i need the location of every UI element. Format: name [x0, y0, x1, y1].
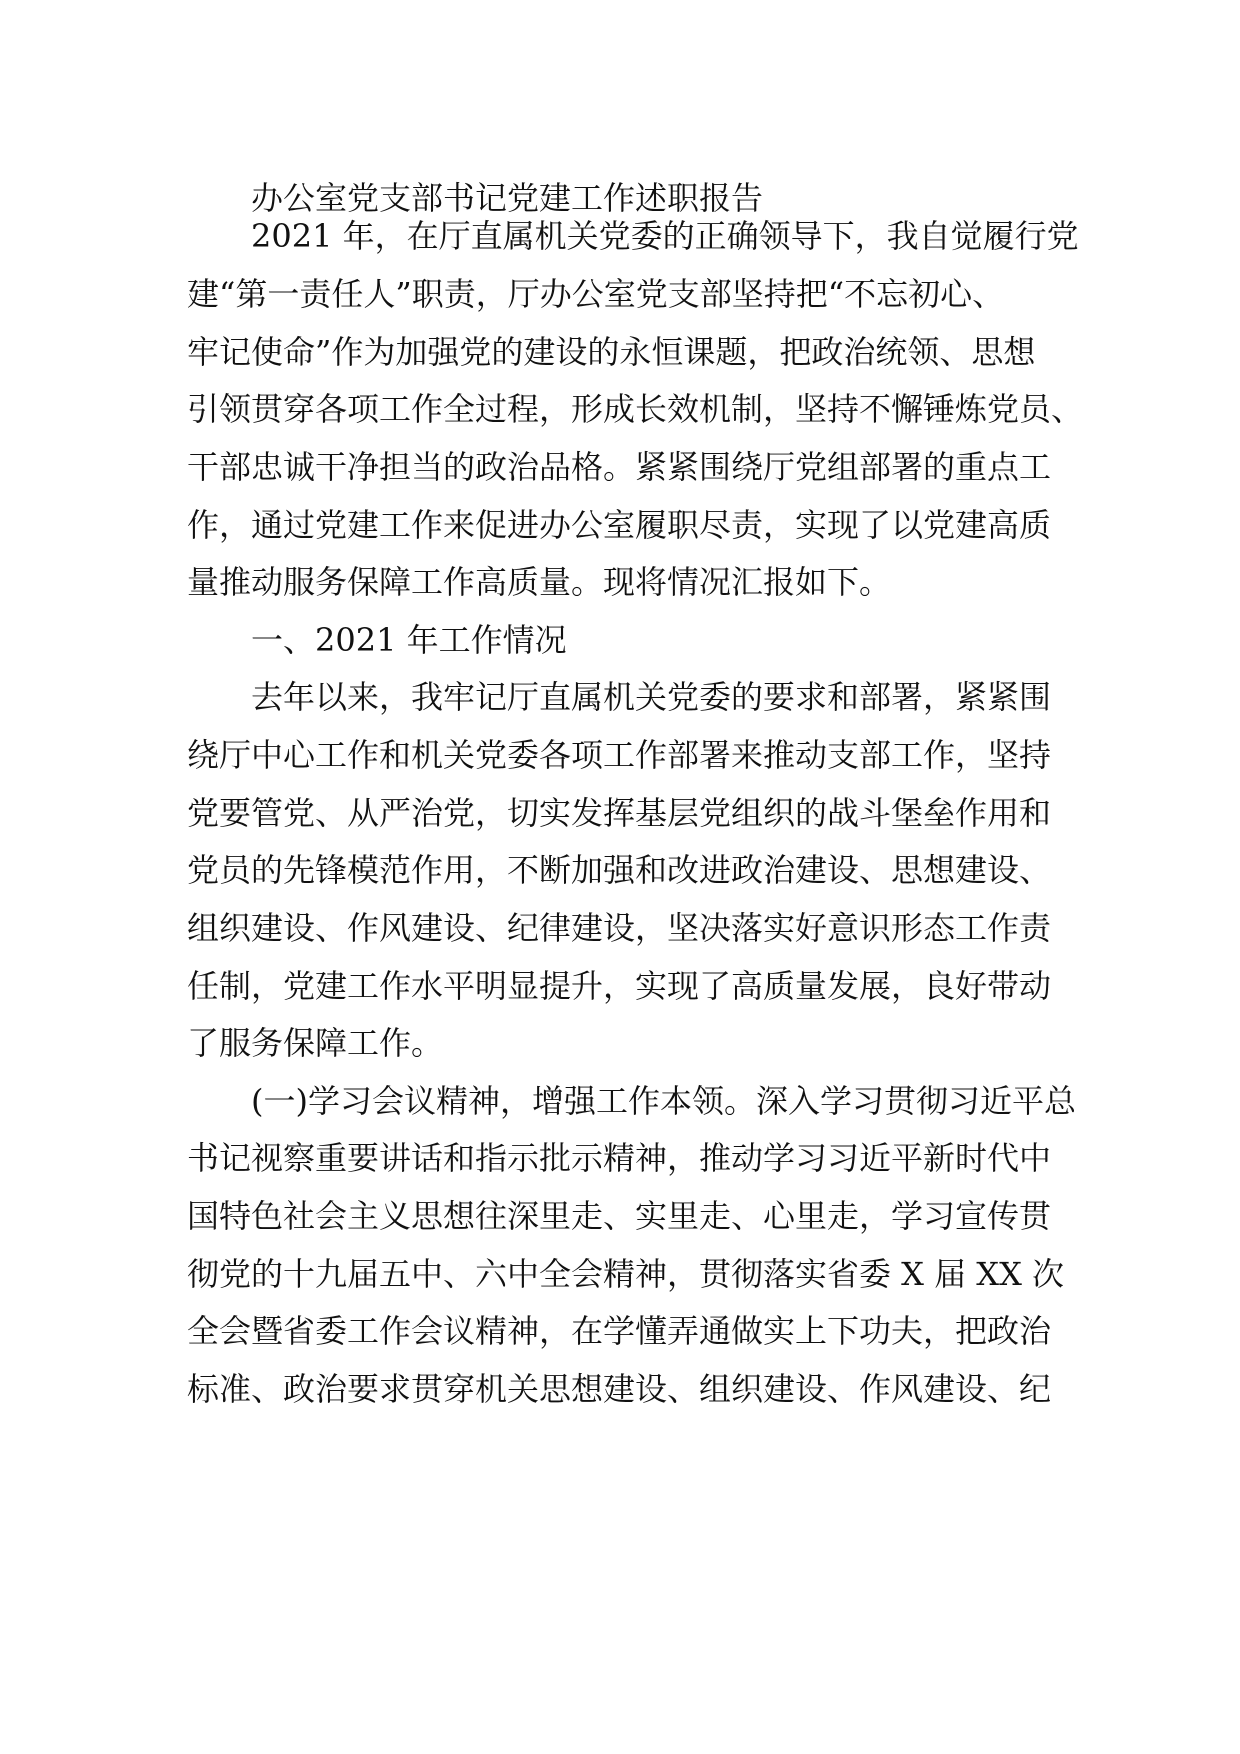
- paragraph-line: 建“第一责任人”职责，厅办公室党支部坚持把“不忘初心、: [187, 275, 1005, 313]
- paragraph-line: 绕厅中心工作和机关党委各项工作部署来推动支部工作，坚持: [187, 736, 1052, 774]
- paragraph-line: 国特色社会主义思想往深里走、实里走、心里走，学习宣传贯: [187, 1197, 1052, 1235]
- section-heading: 一、2021 年工作情况: [251, 621, 567, 659]
- paragraph-line: (一)学习会议精神，增强工作本领。深入学习贯彻习近平总: [251, 1082, 1076, 1120]
- paragraph-line: 作，通过党建工作来促进办公室履职尽责，实现了以党建高质: [187, 506, 1052, 544]
- paragraph-line: 标准、政治要求贯穿机关思想建设、组织建设、作风建设、纪: [187, 1370, 1052, 1408]
- paragraph-line: 书记视察重要讲话和指示批示精神，推动学习习近平新时代中: [187, 1139, 1052, 1177]
- paragraph-line: 引领贯穿各项工作全过程，形成长效机制，坚持不懈锤炼党员、: [187, 390, 1084, 428]
- paragraph-line: 2021 年，在厅直属机关党委的正确领导下，我自觉履行党: [251, 217, 1079, 255]
- paragraph-line: 党要管党、从严治党，切实发挥基层党组织的战斗堡垒作用和: [187, 794, 1052, 832]
- document-title: 办公室党支部书记党建工作述职报告: [251, 179, 764, 217]
- paragraph-line: 任制，党建工作水平明显提升，实现了高质量发展，良好带动: [187, 967, 1052, 1005]
- paragraph-line: 彻党的十九届五中、六中全会精神，贯彻落实省委 X 届 XX 次: [187, 1255, 1065, 1293]
- paragraph-line: 全会暨省委工作会议精神，在学懂弄通做实上下功夫，把政治: [187, 1312, 1052, 1350]
- paragraph-line: 组织建设、作风建设、纪律建设，坚决落实好意识形态工作责: [187, 909, 1052, 947]
- paragraph-line: 党员的先锋模范作用，不断加强和改进政治建设、思想建设、: [187, 851, 1052, 889]
- paragraph-line: 干部忠诚干净担当的政治品格。紧紧围绕厅党组部署的重点工: [187, 448, 1052, 486]
- paragraph-line: 牢记使命”作为加强党的建设的永恒课题，把政治统领、思想: [187, 333, 1036, 371]
- paragraph-line: 去年以来，我牢记厅直属机关党委的要求和部署，紧紧围: [251, 678, 1052, 716]
- paragraph-line: 量推动服务保障工作高质量。现将情况汇报如下。: [187, 563, 892, 601]
- paragraph-line: 了服务保障工作。: [187, 1024, 444, 1062]
